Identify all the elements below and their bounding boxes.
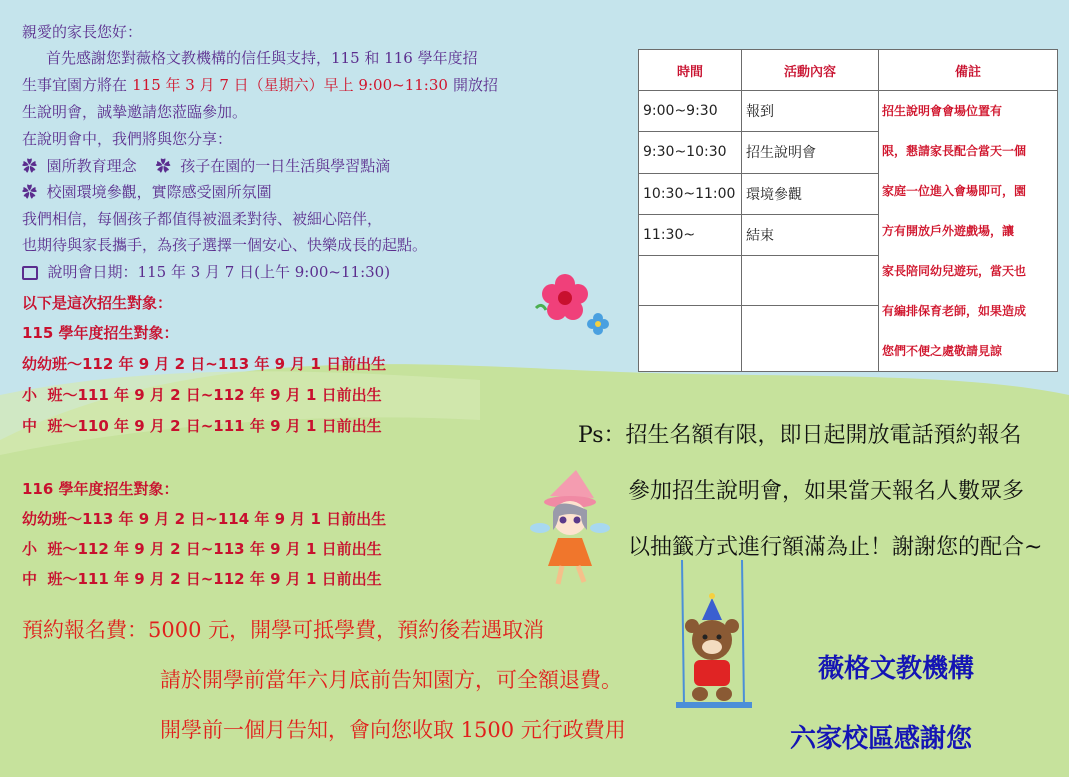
schedule-table [638, 49, 1058, 372]
ps-line-1: Ps：招生名額有限，即日起開放電話預約報名 [578, 423, 1022, 448]
row-time [639, 256, 742, 306]
fee-line-3: 開學前一個月告知，會向您收取 1500 元行政費用 [160, 718, 626, 742]
y116-class-row: 小 班～112 年 9 月 2 日~113 年 9 月 1 日前出生 [22, 540, 382, 558]
targets-heading: 以下是這次招生對象： [22, 294, 173, 312]
row-activity: 招生說明會 [742, 132, 879, 173]
row-activity: 環境參觀 [742, 173, 879, 214]
header-activity: 活動內容 [742, 50, 879, 91]
notes-cell: 招生說明會會場位置有 限，懇請家長配合當天一個 家庭一位進入會場即可，園 方有開放戶外遊戲場，讓 家長陪同幼兒遊玩，當天也 有編排保育老師，如果造成 您們不便之處敬請見諒 [879, 91, 1058, 372]
y115-class-row: 中 班～110 年 9 月 2 日~111 年 9 月 1 日前出生 [22, 417, 382, 435]
event-datetime: 115 年 3 月 7 日（星期六）早上 9:00~11:30 [132, 76, 448, 94]
row-time [639, 305, 742, 371]
header-time: 時間 [639, 50, 742, 91]
topic-item: 校園環境參觀，實際感受園所氛圍 [46, 183, 272, 201]
topics-row-2 [22, 181, 272, 202]
y115-title: 115 學年度招生對象： [22, 324, 179, 342]
topic-item: 園所教育理念 [46, 157, 137, 175]
belief-line-1: 我們相信，每個孩子都值得被溫柔對待、被細心陪伴， [22, 210, 383, 228]
ps-line-2: 參加招生說明會，如果當天報名人數眾多 [628, 479, 1025, 504]
share-lead-text: 在說明會中，我們將與您分享： [22, 130, 233, 148]
y115-class-row: 小 班～111 年 9 月 2 日~112 年 9 月 1 日前出生 [22, 386, 382, 404]
row-activity: 結束 [742, 214, 879, 255]
date-line: 說明會日期：115 年 3 月 7 日(上午 9:00~11:30) [22, 261, 390, 282]
bear-swing-illustration [670, 560, 760, 720]
row-time: 9:30~10:30 [639, 132, 742, 173]
ps-line-3: 以抽籤方式進行額滿為止！謝謝您的配合~ [628, 535, 1043, 560]
flower-bullet-icon: ✿ [155, 157, 171, 175]
intro-line-1: 首先感謝您對薇格文教機構的信任與支持，115 和 116 學年度招 [46, 49, 478, 67]
row-time: 11:30~ [639, 214, 742, 255]
calendar-icon [22, 266, 38, 280]
topic-item: 孩子在園的一日生活與學習點滴 [180, 157, 391, 175]
y116-class-row: 幼幼班～113 年 9 月 2 日~114 年 9 月 1 日前出生 [22, 510, 387, 528]
intro-line-2: 生事宜園方將在 115 年 3 月 7 日（星期六）早上 9:00~11:30 開放招 [22, 76, 499, 94]
flower-bullet-icon: ✿ [22, 157, 38, 175]
header-notes: 備註 [879, 50, 1058, 91]
flower-bullet-icon: ✿ [22, 183, 38, 201]
row-activity [742, 256, 879, 306]
fee-line-1: 預約報名費：5000 元，開學可抵學費，預約後若遇取消 [22, 618, 545, 642]
org-thanks: 六家校區感謝您 [790, 724, 973, 754]
row-activity: 報到 [742, 91, 879, 132]
fee-line-2: 請於開學前當年六月底前告知園方，可全額退費。 [160, 668, 622, 692]
flowers-illustration [528, 268, 618, 338]
topics-row-1 [22, 155, 390, 176]
y116-class-row: 中 班～111 年 9 月 2 日~112 年 9 月 1 日前出生 [22, 570, 382, 588]
y116-title: 116 學年度招生對象： [22, 480, 179, 498]
table-row [639, 91, 1058, 132]
intro-line-3: 生說明會，誠摯邀請您蒞臨參加。 [22, 103, 248, 121]
greeting-text: 親愛的家長您好： [22, 23, 143, 41]
row-time: 10:30~11:00 [639, 173, 742, 214]
row-time: 9:00~9:30 [639, 91, 742, 132]
fairy-illustration [528, 468, 612, 598]
y115-class-row: 幼幼班～112 年 9 月 2 日~113 年 9 月 1 日前出生 [22, 355, 387, 373]
org-name: 薇格文教機構 [818, 654, 975, 684]
belief-line-2: 也期待與家長攜手，為孩子選擇一個安心、快樂成長的起點。 [22, 236, 428, 254]
row-activity [742, 305, 879, 371]
table-header-row [639, 50, 1058, 91]
